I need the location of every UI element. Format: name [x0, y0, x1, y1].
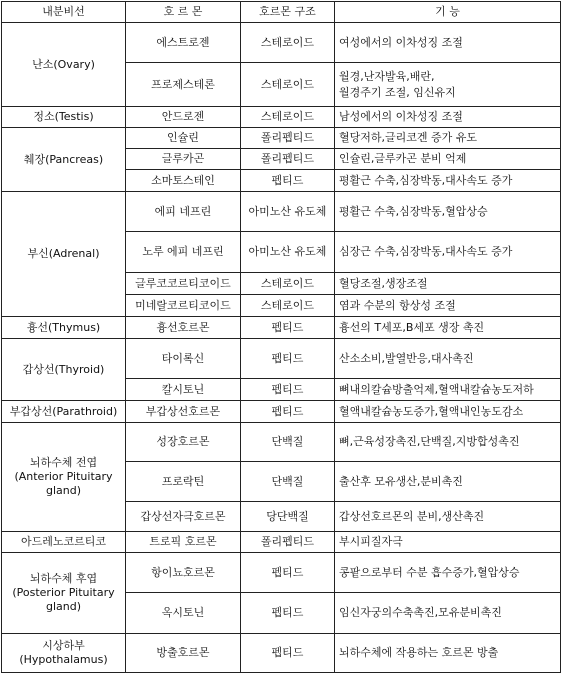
table-row [2, 553, 561, 593]
table-body [2, 23, 561, 673]
header-function: 기 능 [335, 2, 561, 23]
function-cell [335, 170, 561, 192]
organ-cell [2, 532, 126, 553]
organ-line: 아드레노코르티코 [20, 535, 106, 548]
structure-cell: 스테로이드 [241, 107, 335, 128]
function-line: 심장근 수축,심장박동,대사속도 증가 [339, 245, 513, 258]
organ-cell [2, 192, 126, 317]
structure-cell: 펩티드 [241, 401, 335, 423]
function-line: 혈액내칼슘농도증가,혈액내인농도감소 [339, 404, 524, 418]
hormone-cell: 방출호르몬 [126, 634, 241, 673]
table-row [2, 23, 561, 63]
organ-cell [2, 401, 126, 423]
function-cell [335, 532, 561, 553]
endocrine-hormone-table [1, 1, 561, 673]
organ-line: 시상하부 [42, 639, 85, 652]
function-cell [335, 553, 561, 593]
function-line: 콩팥으로부터 수분 흡수증가,혈압상승 [339, 565, 520, 579]
function-line: 뼈,근육성장촉진,단백질,지방합성촉진 [339, 435, 520, 448]
hormone-cell: 칼시토닌 [126, 379, 241, 401]
organ-cell [2, 634, 126, 673]
structure-cell: 아미노산 유도체 [241, 192, 335, 232]
organ-line: 췌장(Pancreas) [23, 152, 104, 166]
function-cell [335, 317, 561, 339]
organ-line: 갑상선(Thyroid) [22, 362, 105, 376]
organ-cell [2, 553, 126, 634]
hormone-cell: 안드로젠 [126, 107, 241, 128]
hormone-cell: 부갑상선호르몬 [126, 401, 241, 423]
structure-cell: 폴리펩티드 [241, 149, 335, 170]
function-cell [335, 593, 561, 634]
function-cell [335, 149, 561, 170]
hormone-cell: 갑상선자극호르몬 [126, 502, 241, 532]
function-line: 임신자궁의수축촉진,모유분비촉진 [339, 606, 502, 619]
structure-cell: 아미노산 유도체 [241, 232, 335, 273]
hormone-cell: 옥시토닌 [126, 593, 241, 634]
structure-cell: 단백질 [241, 423, 335, 462]
table-row [2, 634, 561, 673]
hormone-cell: 성장호르몬 [126, 423, 241, 462]
structure-cell: 당단백질 [241, 502, 335, 532]
organ-line: 부신(Adrenal) [27, 247, 100, 260]
function-cell [335, 423, 561, 462]
structure-cell: 펩티드 [241, 593, 335, 634]
table-row [2, 192, 561, 232]
function-cell [335, 192, 561, 232]
function-line: 인슐린,글루카곤 분비 억제 [339, 152, 467, 165]
hormone-cell: 에스트로젠 [126, 23, 241, 63]
hormone-cell: 프로락틴 [126, 462, 241, 502]
hormone-cell: 소마토스테인 [126, 170, 241, 192]
organ-cell [2, 423, 126, 532]
function-cell [335, 107, 561, 128]
hormone-cell: 타이록신 [126, 339, 241, 379]
structure-cell: 단백질 [241, 462, 335, 502]
hormone-cell: 인슐린 [126, 128, 241, 149]
table-header [2, 2, 561, 23]
organ-cell [2, 128, 126, 192]
function-line: 뇌하수체에 작용하는 호르몬 방출 [339, 646, 499, 659]
structure-cell: 스테로이드 [241, 295, 335, 317]
table-row [2, 532, 561, 553]
table-row [2, 423, 561, 462]
function-cell [335, 295, 561, 317]
function-cell [335, 63, 561, 107]
organ-line: 뇌하수체 전엽 [29, 456, 98, 469]
organ-line: 정소(Testis) [33, 110, 94, 123]
structure-cell: 펩티드 [241, 317, 335, 339]
header-structure: 호르몬 구조 [241, 2, 335, 23]
hormone-cell: 흉선호르몬 [126, 317, 241, 339]
function-line: 평활근 수축,심장박동,대사속도 증가 [339, 173, 513, 187]
function-cell [335, 128, 561, 149]
function-line: 염과 수분의 항상성 조절 [339, 298, 456, 312]
table-row [2, 401, 561, 423]
table-row [2, 317, 561, 339]
structure-cell: 펩티드 [241, 339, 335, 379]
function-line: 혈당조절,생장조절 [339, 276, 428, 290]
organ-line: 난소(Ovary) [32, 57, 95, 71]
organ-line: (Posterior Pituitary [12, 586, 115, 599]
table-row [2, 107, 561, 128]
function-cell [335, 401, 561, 423]
function-line: 뼈내의칼슘방출억제,혈액내칼슘농도저하 [339, 382, 534, 396]
structure-cell: 펩티드 [241, 553, 335, 593]
hormone-cell: 미네랄코르티코이드 [126, 295, 241, 317]
organ-line: (Hypothalamus) [19, 653, 108, 666]
structure-cell: 스테로이드 [241, 273, 335, 295]
organ-line: 뇌하수체 후엽 [29, 572, 98, 585]
header-row [2, 2, 561, 23]
hormone-cell: 트로픽 호르몬 [126, 532, 241, 553]
function-cell [335, 23, 561, 63]
hormone-cell: 프로제스테론 [126, 63, 241, 107]
structure-cell: 펩티드 [241, 634, 335, 673]
hormone-cell: 글루카곤 [126, 149, 241, 170]
function-line: 남성에서의 이차성징 조절 [339, 110, 463, 123]
organ-cell [2, 107, 126, 128]
function-line: 평활근 수축,심장박동,혈압상승 [339, 204, 488, 218]
structure-cell: 펩티드 [241, 170, 335, 192]
organ-line: gland) [45, 484, 82, 497]
function-line: 산소소비,발열반응,대사촉진 [339, 351, 474, 365]
organ-line: 흉선(Thymus) [26, 320, 101, 334]
header-organ: 내분비선 [2, 2, 126, 23]
function-cell [335, 232, 561, 273]
function-line: 부시피질자극 [339, 535, 403, 548]
function-cell [335, 339, 561, 379]
function-line: 월경,난자발육,배란, [339, 69, 435, 83]
structure-cell: 폴리펩티드 [241, 128, 335, 149]
table-row [2, 339, 561, 379]
organ-line: (Anterior Pituitary [14, 470, 113, 483]
function-cell [335, 462, 561, 502]
structure-cell: 스테로이드 [241, 23, 335, 63]
hormone-cell: 글루코코르티코이드 [126, 273, 241, 295]
hormone-cell: 항이뇨호르몬 [126, 553, 241, 593]
function-line: 갑상선호르몬의 분비,생산촉진 [339, 509, 485, 523]
organ-cell [2, 317, 126, 339]
hormone-cell: 노루 에피 네프린 [126, 232, 241, 273]
header-hormone: 호 르 몬 [126, 2, 241, 23]
organ-line: gland) [45, 600, 82, 613]
organ-line: 부갑상선(Parathroid) [9, 404, 118, 418]
hormone-cell: 에피 네프린 [126, 192, 241, 232]
organ-cell [2, 339, 126, 401]
function-line: 월경주기 조절, 임신유지 [339, 85, 456, 99]
table-row [2, 128, 561, 149]
function-line: 혈당저하,글리코겐 증가 유도 [339, 131, 478, 144]
structure-cell: 폴리펩티드 [241, 532, 335, 553]
structure-cell: 펩티드 [241, 379, 335, 401]
function-cell [335, 634, 561, 673]
function-cell [335, 379, 561, 401]
organ-cell [2, 23, 126, 107]
function-cell [335, 502, 561, 532]
function-line: 흉선의 T세포,B세포 생장 촉진 [339, 320, 485, 334]
structure-cell: 스테로이드 [241, 63, 335, 107]
function-cell [335, 273, 561, 295]
function-line: 여성에서의 이차성징 조절 [339, 35, 463, 49]
function-line: 출산후 모유생산,분비촉진 [339, 474, 463, 488]
